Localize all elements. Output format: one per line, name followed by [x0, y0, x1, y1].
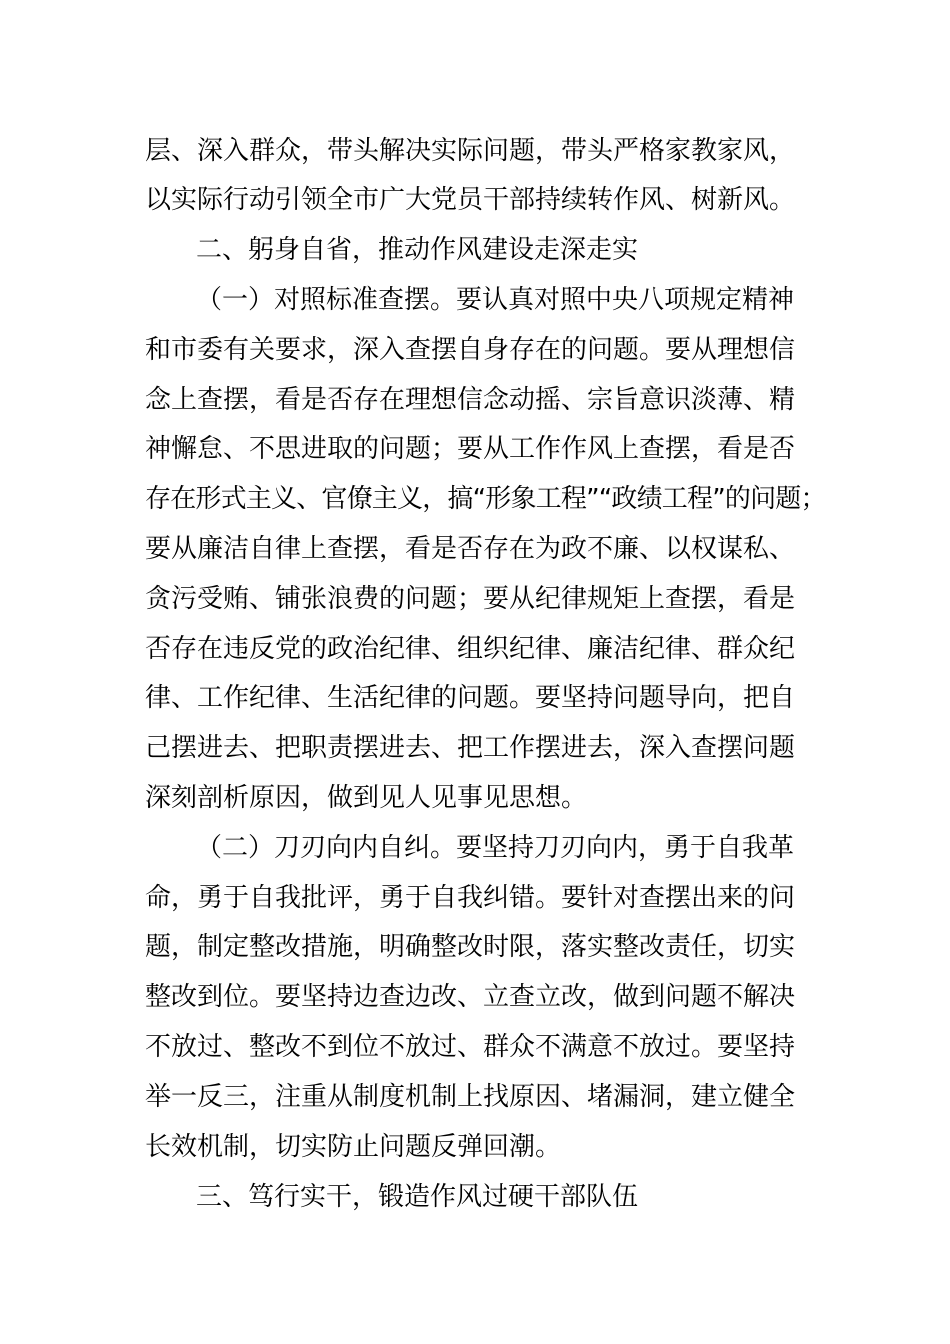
text-line: 己摆进去、把职责摆进去、把工作摆进去，深入查摆问题	[145, 733, 796, 763]
text-line: 念上查摆，看是否存在理想信念动摇、宗旨意识淡薄、精	[145, 385, 796, 415]
text-line: 存在形式主义、官僚主义，搞“形象工程”“政绩工程”的问题；	[145, 484, 826, 514]
text-line: 律、工作纪律、生活纪律的问题。要坚持问题导向，把自	[145, 683, 796, 713]
text-line: 题，制定整改措施，明确整改时限，落实整改责任，切实	[145, 932, 796, 962]
text-line: 要从廉洁自律上查摆，看是否存在为政不廉、以权谋私、	[145, 534, 796, 564]
section-heading: 二、躬身自省，推动作风建设走深走实	[196, 235, 639, 265]
text-line: 神懈怠、不思进取的问题；要从工作作风上查摆，看是否	[145, 434, 796, 464]
text-line: 长效机制，切实防止问题反弹回潮。	[145, 1132, 562, 1162]
text-line: 整改到位。要坚持边查边改、立查立改，做到问题不解决	[145, 982, 796, 1012]
text-line: 命，勇于自我批评，勇于自我纠错。要针对查摆出来的问	[145, 883, 796, 913]
text-line: 否存在违反党的政治纪律、组织纪律、廉洁纪律、群众纪	[145, 634, 796, 664]
text-line: 和市委有关要求，深入查摆自身存在的问题。要从理想信	[145, 335, 796, 365]
text-line: 层、深入群众，带头解决实际问题，带头严格家教家风，	[145, 136, 796, 166]
text-line: 举一反三，注重从制度机制上找原因、堵漏洞，建立健全	[145, 1082, 796, 1112]
text-line: 不放过、整改不到位不放过、群众不满意不放过。要坚持	[145, 1032, 796, 1062]
text-line: 贪污受贿、铺张浪费的问题；要从纪律规矩上查摆，看是	[145, 584, 796, 614]
text-line: 以实际行动引领全市广大党员干部持续转作风、树新风。	[145, 185, 796, 215]
section-heading: 三、笃行实干，锻造作风过硬干部队伍	[196, 1182, 639, 1212]
subsection-heading: （一）对照标准查摆。要认真对照中央八项规定精神	[196, 285, 795, 315]
text-line: 深刻剖析原因，做到见人见事见思想。	[145, 783, 588, 813]
subsection-heading: （二）刀刃向内自纠。要坚持刀刃向内，勇于自我革	[196, 833, 795, 863]
